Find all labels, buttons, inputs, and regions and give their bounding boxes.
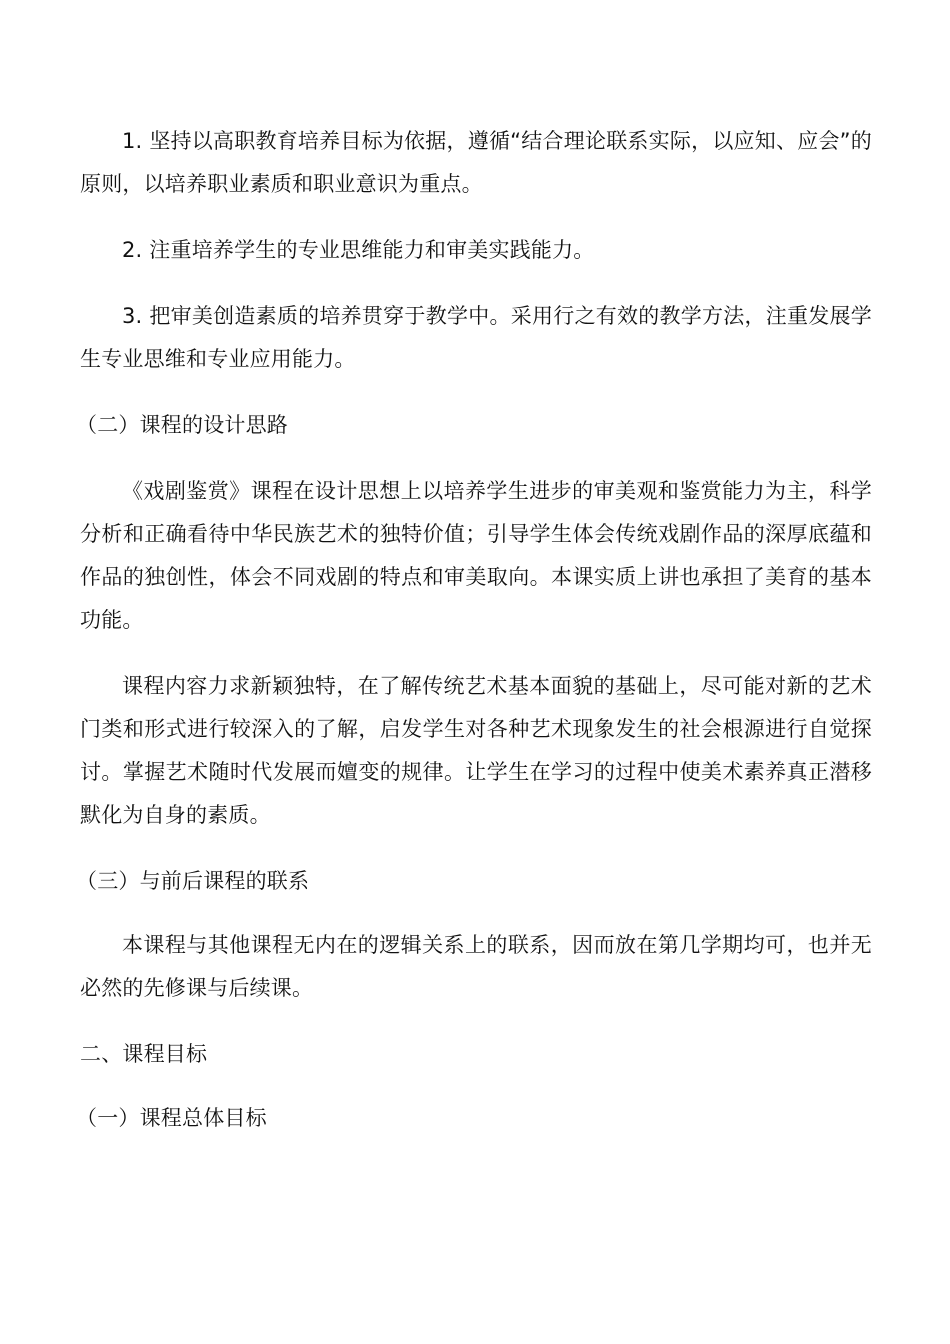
document-body [76,120,872,1140]
section-heading-design: （二）课程的设计思路 [76,413,288,437]
paragraph-principle-2: 2. 注重培养学生的专业思维能力和审美实践能力。 [122,238,595,262]
paragraph-principle-1: 1. 坚持以高职教育培养目标为依据，遵循“结合理论联系实际，以应知、应会”的原则，以培养职业素质和职业意识为重点。 [80,129,872,196]
paragraph-design-1: 《戏剧鉴赏》课程在设计思想上以培养学生进步的审美观和鉴赏能力为主，科学分析和正确看待中华民族艺术的独特价值；引导学生体会传统戏剧作品的深厚底蕴和作品的独创性，体会不同戏剧的特点和审美取向。本课实质上讲也承担了美育的基本功能。 [80,479,872,632]
chapter-heading-goals: 二、课程目标 [80,1042,208,1066]
section-heading-relations: （三）与前后课程的联系 [76,869,310,893]
paragraph-principle-3: 3. 把审美创造素质的培养贯穿于教学中。采用行之有效的教学方法，注重发展学生专业思维和专业应用能力。 [80,304,872,371]
paragraph-design-2: 课程内容力求新颖独特，在了解传统艺术基本面貌的基础上，尽可能对新的艺术门类和形式进行较深入的了解，启发学生对各种艺术现象发生的社会根源进行自觉探讨。掌握艺术随时代发展而嬗变的规律。让学生在学习的过程中使美术素养真正潜移默化为自身的素质。 [80,674,872,827]
section-heading-overall-goals: （一）课程总体目标 [76,1106,267,1130]
paragraph-relations: 本课程与其他课程无内在的逻辑关系上的联系，因而放在第几学期均可，也并无必然的先修课与后续课。 [80,933,872,1000]
